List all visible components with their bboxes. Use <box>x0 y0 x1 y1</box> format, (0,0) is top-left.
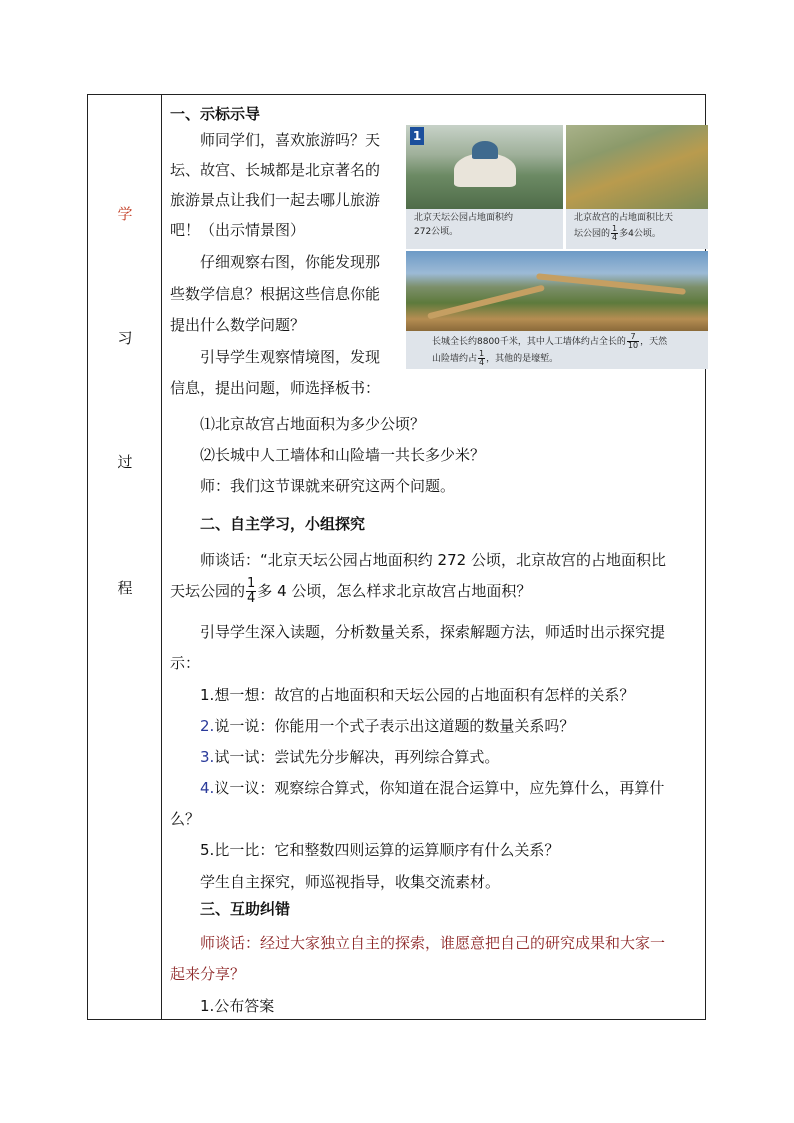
intro-line: 旅游景点让我们一起去哪儿旅游 <box>170 191 381 209</box>
section3-heading: 三、互助纠错 <box>200 900 291 918</box>
intro-line: 吧！（出示情景图） <box>170 221 306 239</box>
step-5 <box>200 839 559 860</box>
great-wall-caption <box>406 331 708 369</box>
step-number: 2. <box>200 717 215 735</box>
fraction-denominator: 10 <box>627 341 639 350</box>
fraction-numerator: 7 <box>627 333 639 342</box>
step-text: 比一比：它和整数四则运算的运算顺序有什么关系？ <box>214 841 560 859</box>
fraction-numerator: 1 <box>479 349 485 358</box>
inquiry-line: 学生自主探究，师巡视指导，收集交流素材。 <box>200 873 501 891</box>
wall-ridge <box>536 273 686 295</box>
side-label-cheng: 程 <box>117 579 133 597</box>
figure-number-badge: 1 <box>410 127 424 145</box>
tiantan-caption-line: 272公顷。 <box>414 227 459 237</box>
step-2 <box>200 715 574 736</box>
talk-fraction <box>246 577 256 606</box>
question-2: ⑵长城中人工墙体和山险墙一共长多少米？ <box>200 446 486 464</box>
step-text: 议一议：观察综合算式，你知道在混合运算中，应先算什么，再算什 <box>214 779 665 797</box>
fraction-numerator: 1 <box>612 224 618 233</box>
step-text: 想一想：故宫的占地面积和天坛公园的占地面积有怎样的关系？ <box>214 686 635 704</box>
fraction-denominator: 4 <box>479 358 485 367</box>
sharing-talk-line: 起来分享？ <box>170 965 246 983</box>
lesson-table <box>87 94 706 1020</box>
guide-line: 示： <box>170 654 201 672</box>
side-label-column <box>88 95 162 1019</box>
section2-heading: 二、自主学习，小组探究 <box>200 515 366 533</box>
observe-line: 仔细观察右图，你能发现那 <box>200 253 381 271</box>
guide-line: 信息，提出问题，师选择板书： <box>170 379 381 397</box>
temple-roof <box>472 141 498 159</box>
tiantan-caption-line: 北京天坛公园占地面积约 <box>414 213 514 223</box>
tiantan-caption <box>406 209 563 249</box>
talk-line <box>170 577 531 606</box>
intro-line: 坛、故宫、长城都是北京著名的 <box>170 161 381 179</box>
publish-answer-item: 1.公布答案 <box>200 997 275 1015</box>
step-number: 3. <box>200 748 215 766</box>
observe-line: 些数学信息？根据这些信息你能 <box>170 285 381 303</box>
step-4-continued: 么？ <box>170 810 201 828</box>
fraction-denominator: 4 <box>247 591 256 606</box>
gugong-caption-fraction <box>611 225 618 242</box>
question-1: ⑴北京故宫占地面积为多少公顷？ <box>200 415 426 433</box>
step-4 <box>200 777 664 798</box>
gugong-caption <box>566 209 708 249</box>
gugong-caption-line <box>574 225 700 242</box>
step-number: 1. <box>200 686 215 704</box>
wall-caption-text: 长城全长约8800千米，其中人工墙体约占全长的 <box>432 337 626 347</box>
great-wall-photo <box>406 251 708 331</box>
wall-caption-fraction <box>478 350 485 367</box>
fraction-numerator: 1 <box>247 576 256 591</box>
wall-caption-fraction <box>627 333 639 350</box>
guide-line: 引导学生观察情境图，发现 <box>200 348 381 366</box>
gugong-caption-text: 坛公园的 <box>574 229 611 239</box>
step-1 <box>200 684 634 705</box>
side-label-xue: 学 <box>117 205 133 223</box>
gugong-caption-line: 北京故宫的占地面积比天 <box>574 213 674 223</box>
observe-line: 提出什么数学问题？ <box>170 316 306 334</box>
fraction-denominator: 4 <box>612 233 618 242</box>
guide-line: 引导学生深入读题，分析数量关系，探索解题方法，师适时出示探究提 <box>200 623 666 641</box>
wall-caption-text: 山险墙约占 <box>432 354 478 364</box>
talk-text: 天坛公园的 <box>170 582 246 600</box>
talk-line: 师谈话：“北京天坛公园占地面积约 272 公顷，北京故宫的占地面积比 <box>200 551 666 569</box>
sharing-talk-line: 师谈话：经过大家独立自主的探索，谁愿意把自己的研究成果和大家一 <box>200 934 666 952</box>
step-text: 试一试：尝试先分步解决，再列综合算式。 <box>214 748 500 766</box>
wall-caption-line <box>432 350 700 367</box>
wall-caption-text: ，天然 <box>640 337 668 347</box>
step-number: 4. <box>200 779 215 797</box>
tiantan-photo <box>406 125 563 209</box>
gugong-caption-text: 多4公顷。 <box>619 229 661 239</box>
step-number: 5. <box>200 841 215 859</box>
closing-line: 师：我们这节课就来研究这两个问题。 <box>200 477 456 495</box>
intro-line: 师同学们，喜欢旅游吗？天 <box>200 131 381 149</box>
talk-text: 多 4 公顷，怎么样求北京故宫占地面积？ <box>257 582 532 600</box>
wall-ridge <box>427 285 545 320</box>
gugong-photo <box>566 125 708 209</box>
section1-heading: 一、示标示导 <box>170 105 261 123</box>
side-label-xi: 习 <box>117 329 133 347</box>
wall-caption-line <box>432 333 700 350</box>
step-text: 说一说：你能用一个式子表示出这道题的数量关系吗？ <box>214 717 575 735</box>
side-label-guo: 过 <box>117 453 133 471</box>
wall-caption-text: ，其他的是壕堑。 <box>486 354 559 364</box>
step-3 <box>200 746 499 767</box>
content-column <box>162 95 705 1019</box>
